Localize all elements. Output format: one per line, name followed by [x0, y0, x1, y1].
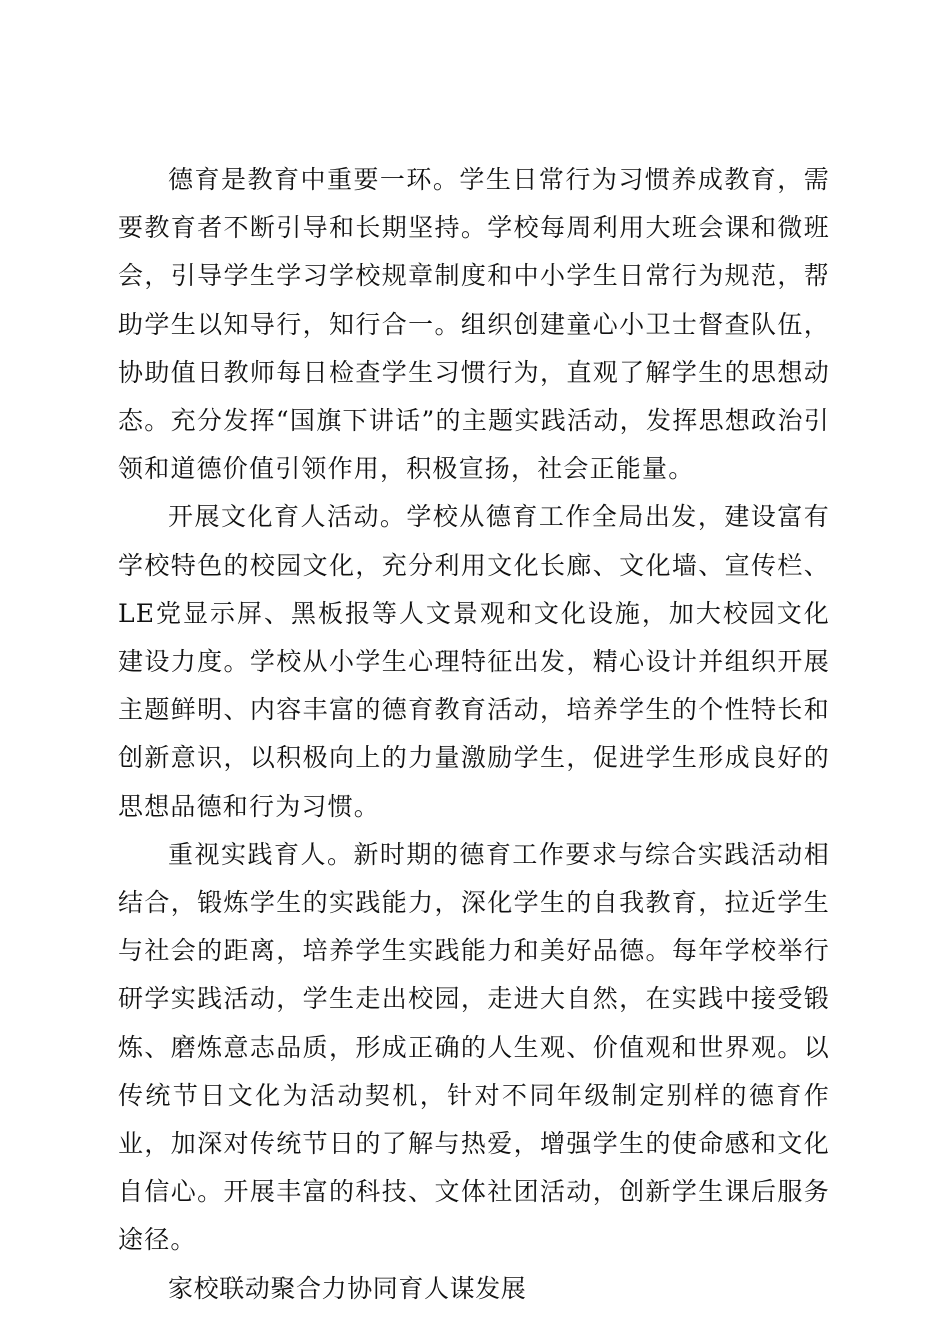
paragraph-practice-education: 重视实践育人。新时期的德育工作要求与综合实践活动相结合，锻炼学生的实践能力，深化学生的自我教育，拉近学生与社会的距离，培养学生实践能力和美好品德。每年学校举行研学实践活动，学生走出校园，走进大自然，在实践中接受锻炼、磨炼意志品质，形成正确的人生观、价值观和世界观。以传统节日文化为活动契机，针对不同年级制定别样的德育作业，加深对传统节日的了解与热爱，增强学生的使命感和文化自信心。开展丰富的科技、文体社团活动，创新学生课后服务途径。 — [118, 839, 830, 1255]
document-body — [118, 156, 830, 1313]
paragraph-moral-education: 德育是教育中重要一环。学生日常行为习惯养成教育，需要教育者不断引导和长期坚持。学校每周利用大班会课和微班会，引导学生学习学校规章制度和中小学生日常行为规范，帮助学生以知导行，知行合一。组织创建童心小卫士督查队伍，协助值日教师每日检查学生习惯行为，直观了解学生的思想动态。充分发挥“国旗下讲话”的主题实践活动，发挥思想政治引领和道德价值引领作用，积极宣扬，社会正能量。 — [118, 165, 830, 484]
paragraph-cultural-education: 开展文化育人活动。学校从德育工作全局出发，建设富有学校特色的校园文化，充分利用文化长廊、文化墙、宣传栏、LE党显示屏、黑板报等人文景观和文化设施，加大校园文化建设力度。学校从小学生心理特征出发，精心设计并组织开展主题鲜明、内容丰富的德育教育活动，培养学生的个性特长和创新意识，以积极向上的力量激励学生，促进学生形成良好的思想品德和行为习惯。 — [118, 502, 830, 821]
section-heading: 家校联动聚合力协同育人谋发展 — [168, 1273, 527, 1303]
